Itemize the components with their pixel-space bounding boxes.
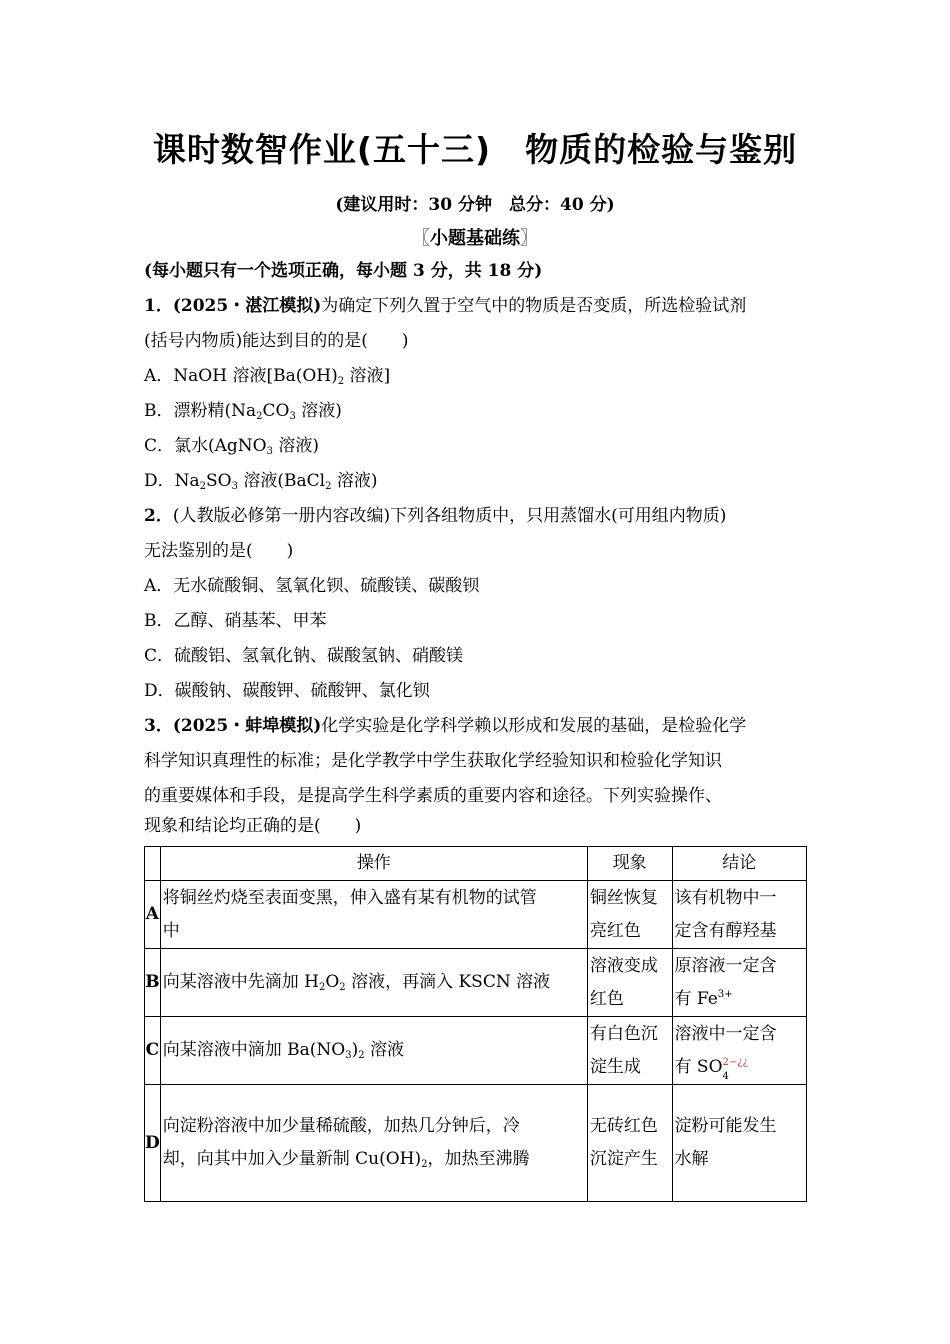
time-and-score: (建议用时：30 分钟 总分：40 分) — [335, 195, 615, 215]
row-label: A — [145, 881, 161, 949]
experiment-table — [144, 846, 807, 1202]
q1-source: (2025・湛江模拟) — [172, 296, 322, 316]
q2-stem-line1 — [144, 505, 810, 527]
cell-phenomenon: 有白色沉 淀生成 — [587, 1017, 672, 1085]
cell-conclusion: 该有机物中一 定含有醇羟基 — [672, 881, 806, 949]
cell-conclusion: 溶液中一定含 有 SO 2−¿¿ 4 — [672, 1017, 806, 1085]
table-row-a[interactable] — [145, 881, 807, 949]
q2-option-d[interactable]: D．碳酸钠、碳酸钾、硫酸钾、氯化钡 — [144, 681, 430, 701]
q3-stem-line3: 的重要媒体和手段，是提高学生科学素质的重要内容和途径。下列实验操作、 — [144, 786, 722, 806]
sulfate-ion-scripts: 2−¿¿ 4 — [722, 1056, 748, 1082]
row-label: D — [145, 1085, 161, 1202]
cell-operation: 向某溶液中滴加 $Ba(NO_3)_2$ 溶液 — [160, 1017, 587, 1085]
cell-operation: 将铜丝灼烧至表面变黑，伸入盛有某有机物的试管 中 — [160, 881, 587, 949]
q1-stem-line2: (括号内物质)能达到目的的是( ) — [144, 331, 409, 351]
page-title: 课时数智作业(五十三) 物质的检验与鉴别 — [152, 130, 798, 169]
q1-option-a[interactable]: A．NaOH 溶液[$Ba(OH)_2$ 溶液] — [144, 366, 391, 387]
cell-operation: 向淀粉溶液中加少量稀硫酸，加热几分钟后，冷 却，向其中加入少量新制 $Cu(OH)_2$，加热至沸腾 — [160, 1085, 587, 1202]
q2-stem-line2: 无法鉴别的是( ) — [144, 541, 294, 561]
q2-stem-text: (人教版必修第一册内容改编)下列各组物质中，只用蒸馏水(可用组内物质) — [172, 506, 727, 526]
q3-stem-text: 化学实验是化学科学赖以形成和发展的基础，是检验化学 — [321, 716, 747, 736]
q3-stem-line1 — [144, 715, 810, 737]
q2-option-b[interactable]: B．乙醇、硝基苯、甲苯 — [144, 611, 327, 631]
q3-stem-line2: 科学知识真理性的标准；是化学教学中学生获取化学经验知识和检验化学知识 — [144, 751, 722, 771]
q1-option-b[interactable]: B．漂粉精($Na_2CO_3$ 溶液) — [144, 401, 342, 422]
q1-option-d[interactable]: D．$Na_2SO_3$ 溶液(BaCl$_2$ 溶液) — [144, 471, 378, 492]
table-row-c[interactable] — [145, 1017, 807, 1085]
cell-operation: 向某溶液中先滴加 $H_2O_2$ 溶液，再滴入 KSCN 溶液 — [160, 949, 587, 1017]
table-row-b[interactable] — [145, 949, 807, 1017]
q1-stem-text: 为确定下列久置于空气中的物质是否变质，所选检验试剂 — [321, 296, 747, 316]
q1-number: 1． — [144, 296, 173, 316]
cell-conclusion: 原溶液一定含 有 $Fe^{3+}$ — [672, 949, 806, 1017]
q2-number: 2． — [144, 506, 173, 526]
q1-stem-line1 — [144, 295, 810, 317]
table-header-row — [145, 847, 807, 881]
header-conclusion: 结论 — [672, 847, 806, 881]
q3-source: (2025・蚌埠模拟) — [172, 716, 322, 736]
q3-stem-line4: 现象和结论均正确的是( ) — [144, 816, 362, 836]
cell-phenomenon: 无砖红色 沉淀产生 — [587, 1085, 672, 1202]
row-label: B — [145, 949, 161, 1017]
header-operation: 操作 — [160, 847, 587, 881]
header-blank — [145, 847, 161, 881]
table-row-d[interactable] — [145, 1085, 807, 1202]
q2-option-c[interactable]: C．硫酸铝、氢氧化钠、碳酸氢钠、硝酸镁 — [144, 646, 464, 666]
header-phenomenon: 现象 — [587, 847, 672, 881]
row-label: C — [145, 1017, 161, 1085]
section-bracket-right: 〗 — [520, 228, 538, 249]
section-heading — [0, 224, 950, 250]
section-title: 小题基础练 — [430, 228, 520, 249]
cell-conclusion: 淀粉可能发生 水解 — [672, 1085, 806, 1202]
cell-phenomenon: 铜丝恢复 亮红色 — [587, 881, 672, 949]
section-bracket-left: 〖 — [412, 228, 430, 249]
instructions: (每小题只有一个选项正确，每小题 3 分，共 18 分) — [144, 261, 543, 281]
q1-option-c[interactable]: C．氯水(AgNO$_3$ 溶液) — [144, 436, 320, 457]
q3-number: 3． — [144, 716, 173, 736]
cell-phenomenon: 溶液变成 红色 — [587, 949, 672, 1017]
q2-option-a[interactable]: A．无水硫酸铜、氢氧化钡、硫酸镁、碳酸钡 — [144, 576, 480, 596]
